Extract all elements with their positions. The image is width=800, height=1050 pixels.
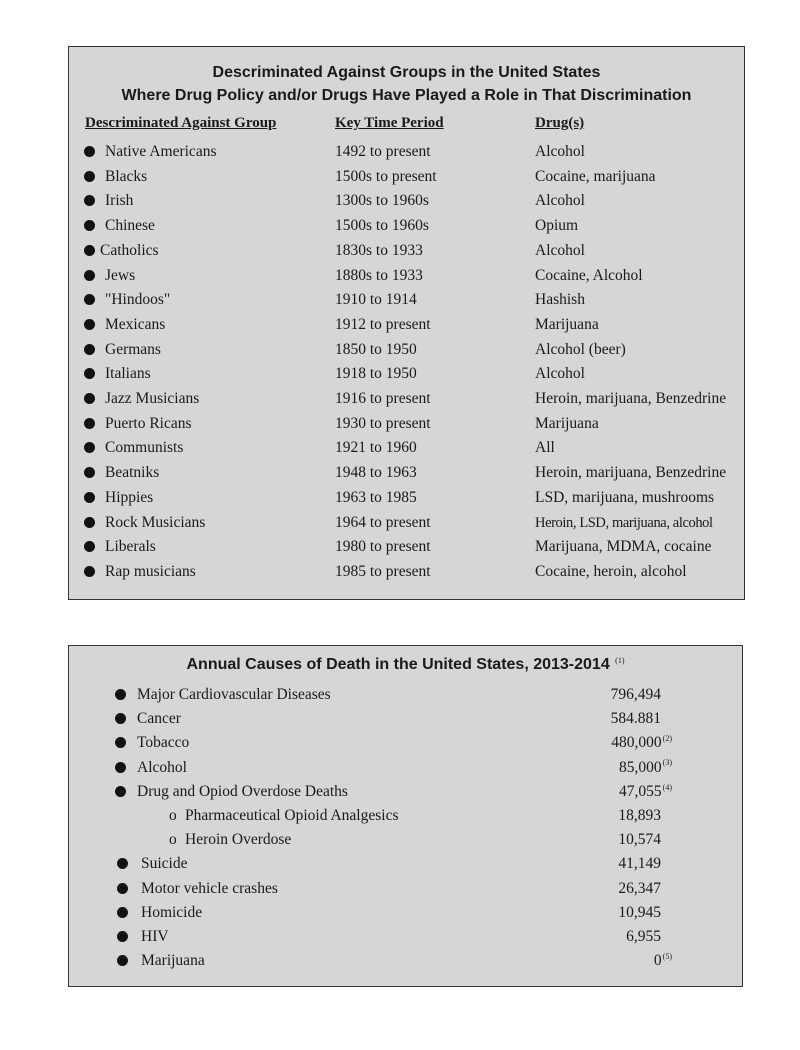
period-cell: 1948 to 1963 [335,464,417,482]
table-row [69,288,744,312]
table-row [69,214,744,238]
group-cell: Rap musicians [105,562,196,580]
bullet-icon [84,146,95,157]
causes-of-death-title-text: Annual Causes of Death in the United States, 2013-2014 [186,656,610,673]
discrimination-table-panel [68,46,745,600]
period-cell: 1964 to present [335,513,431,531]
group-cell: Irish [105,192,134,210]
list-item [69,901,742,925]
bullet-icon [84,368,95,379]
table-row [69,461,744,485]
list-item [69,756,742,780]
drugs-cell: Cocaine, marijuana [535,167,656,185]
table-row [69,338,744,362]
cause-value [619,780,672,804]
cause-value-number: 480,000 [611,734,662,752]
bullet-icon [84,467,95,478]
drugs-cell: Hashish [535,291,585,309]
cause-label: Pharmaceutical Opioid Analgesics [185,807,399,824]
cause-value-footnote: (4) [662,782,672,792]
bullet-icon [117,858,128,869]
causes-of-death-title-note: (1) [615,655,625,665]
causes-of-death-title [69,656,742,674]
column-header-period: Key Time Period [335,115,444,131]
cause-label: HIV [141,928,169,945]
cause-label: Drug and Opiod Overdose Deaths [137,782,348,800]
drugs-cell: Marijuana [535,414,599,432]
group-cell: "Hindoos" [105,291,171,309]
cause-value [618,828,672,852]
drugs-cell: All [535,439,555,457]
list-item [69,683,742,707]
cause-value [611,683,672,707]
group-cell: Chinese [105,217,155,235]
period-cell: 1500s to 1960s [335,217,429,235]
cause-value-number: 10,574 [618,831,661,849]
group-cell: Jews [105,266,136,284]
list-item [69,731,742,755]
cause-value-number: 0 [653,952,662,970]
cause-value [611,707,672,731]
group-cell: Italians [105,365,151,383]
sub-bullet-marker: o [169,807,177,824]
table-row [69,239,744,263]
cause-value [619,756,672,780]
period-cell: 1830s to 1933 [335,241,423,259]
discrimination-title-line2: Where Drug Policy and/or Drugs Have Played a Role in That Discrimination [121,87,692,104]
cause-value-number: 85,000 [619,758,662,776]
cause-value [618,901,672,925]
table-row [69,511,744,535]
sub-bullet-marker: o [169,831,177,849]
group-cell: Mexicans [105,315,166,333]
period-cell: 1300s to 1960s [335,192,429,210]
group-cell: Puerto Ricans [105,414,192,432]
drugs-cell: Heroin, marijuana, Benzedrine [535,390,727,407]
period-cell: 1963 to 1985 [335,488,417,506]
drugs-cell: Alcohol [535,192,585,210]
table-row [69,486,744,510]
bullet-icon [84,270,95,281]
bullet-icon [115,762,126,773]
discrimination-title-line1: Descriminated Against Groups in the United States [212,64,601,81]
table-row [69,535,744,559]
list-item [69,828,742,852]
group-cell: Native Americans [105,143,217,160]
list-item [69,949,742,973]
group-cell: Beatniks [105,464,160,482]
group-cell: Hippies [105,488,154,506]
bullet-icon [84,442,95,453]
list-item [69,877,742,901]
cause-label: Tobacco [137,734,190,752]
cause-label: Major Cardiovascular Diseases [137,686,331,703]
bullet-icon [117,883,128,894]
group-cell: Communists [105,439,184,457]
period-cell: 1980 to present [335,538,431,556]
cause-label: Motor vehicle crashes [141,879,278,897]
cause-value-number: 10,945 [618,903,661,921]
cause-value-number: 26,347 [618,879,661,897]
table-row [69,560,744,584]
bullet-icon [84,517,95,528]
period-cell: 1918 to 1950 [335,365,417,383]
bullet-icon [84,220,95,231]
bullet-icon [117,955,128,966]
cause-label: Alcohol [137,758,187,776]
cause-value-number: 41,149 [618,855,661,873]
cause-value-number: 796,494 [610,686,661,703]
cause-value [618,852,672,876]
list-item [69,852,742,876]
bullet-icon [84,418,95,429]
bullet-icon [84,245,95,256]
period-cell: 1930 to present [335,414,431,432]
list-item [69,925,742,949]
drugs-cell: Heroin, marijuana, Benzedrine [535,464,727,482]
period-cell: 1910 to 1914 [335,291,417,309]
drugs-cell: Alcohol [535,143,585,160]
cause-value-number: 18,893 [618,807,661,824]
drugs-cell: Alcohol [535,241,585,259]
bullet-icon [117,931,128,942]
column-header-group: Descriminated Against Group [85,115,277,131]
bullet-icon [84,195,95,206]
group-cell: Rock Musicians [105,513,206,531]
period-cell: 1985 to present [335,562,431,580]
cause-label: Suicide [141,855,188,873]
cause-value-number: 584.881 [610,710,661,728]
period-cell: 1916 to present [335,390,431,407]
drugs-cell: Cocaine, Alcohol [535,266,643,284]
bullet-icon [84,541,95,552]
table-row [69,387,744,411]
table-row [69,140,744,164]
cause-value-number: 47,055 [619,782,662,800]
cause-value [626,925,672,949]
table-row [69,412,744,436]
cause-value-footnote: (3) [662,758,672,768]
bullet-icon [84,393,95,404]
group-cell: Germans [105,340,161,358]
table-row [69,264,744,288]
cause-value [618,804,672,828]
period-cell: 1921 to 1960 [335,439,417,457]
bullet-icon [115,713,126,724]
drugs-cell: Heroin, LSD, marijuana, alcohol [535,514,713,531]
cause-value-number: 6,955 [626,928,661,945]
table-row [69,362,744,386]
bullet-icon [115,786,126,797]
list-item [69,780,742,804]
list-item [69,804,742,828]
cause-value [618,877,672,901]
drugs-cell: Marijuana [535,315,599,333]
cause-label: Heroin Overdose [185,831,292,849]
drugs-cell: Marijuana, MDMA, cocaine [535,538,712,556]
table-row [69,313,744,337]
bullet-icon [84,319,95,330]
drugs-cell: Cocaine, heroin, alcohol [535,562,687,580]
bullet-icon [115,737,126,748]
period-cell: 1850 to 1950 [335,340,417,358]
table-row [69,165,744,189]
cause-value-footnote: (5) [662,952,672,962]
group-cell: Blacks [105,167,148,185]
bullet-icon [84,294,95,305]
group-cell: Liberals [105,538,156,556]
group-cell: Catholics [100,241,159,259]
list-item [69,707,742,731]
period-cell: 1500s to present [335,167,437,185]
bullet-icon [115,689,126,700]
drugs-cell: Opium [535,217,579,235]
period-cell: 1880s to 1933 [335,266,423,284]
drugs-cell: LSD, marijuana, mushrooms [535,488,715,506]
causes-of-death-panel [68,645,743,987]
bullet-icon [84,566,95,577]
cause-value [654,949,672,973]
drugs-cell: Alcohol (beer) [535,340,626,358]
cause-label: Homicide [141,903,203,921]
bullet-icon [84,492,95,503]
table-row [69,436,744,460]
bullet-icon [84,344,95,355]
drugs-cell: Alcohol [535,365,585,383]
bullet-icon [117,907,128,918]
period-cell: 1912 to present [335,315,431,333]
bullet-icon [84,171,95,182]
period-cell: 1492 to present [335,143,431,160]
group-cell: Jazz Musicians [105,390,200,407]
cause-label: Cancer [137,710,181,728]
cause-value-footnote: (2) [662,734,672,744]
cause-value [611,731,672,755]
column-header-drugs: Drug(s) [535,115,585,131]
table-row [69,189,744,213]
cause-label: Marijuana [141,952,205,970]
